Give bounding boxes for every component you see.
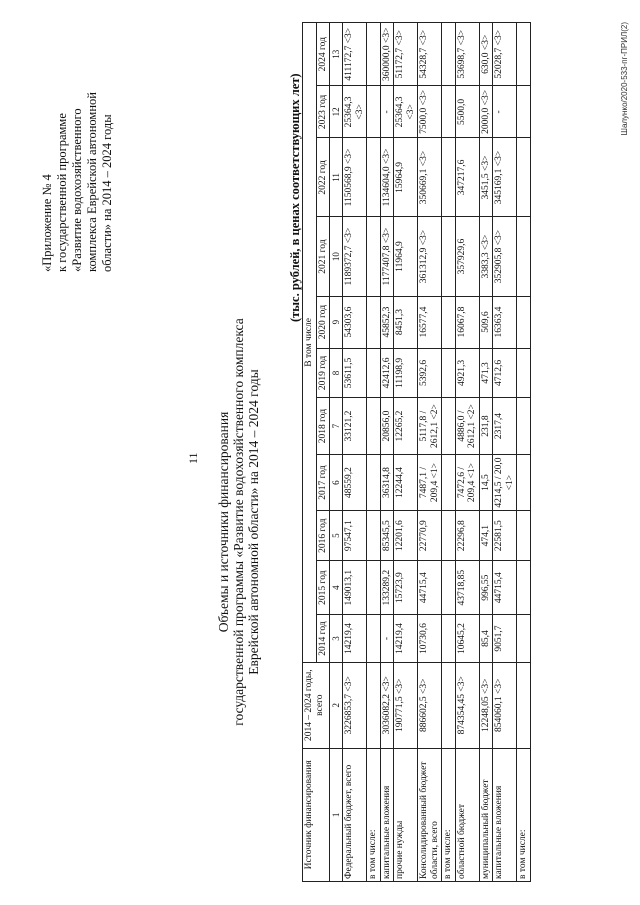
table-cell: 361312,9 <3> — [418, 217, 442, 296]
table-cell: 4886,0 / 2612,1 <2> — [455, 398, 479, 455]
table-cell — [442, 296, 456, 348]
table-cell: 5500,0 — [455, 86, 479, 138]
table-cell: 3383,3 <3> — [479, 217, 493, 296]
header-year: 2018 год — [316, 398, 330, 455]
table-cell — [367, 398, 381, 455]
table-cell: 14219,4 — [343, 615, 367, 662]
table-cell — [517, 398, 531, 455]
table-cell — [517, 511, 531, 561]
table-cell: 5117,8 / 2612,1 <2> — [418, 398, 442, 455]
table-cell: 22770,9 — [418, 511, 442, 561]
table-cell: 2000,0 <3> — [479, 86, 493, 138]
table-cell — [367, 217, 381, 296]
table-row — [493, 23, 517, 882]
row-label: Консолидированный бюджет области, всего — [418, 748, 442, 881]
table-cell: 44715,4 — [493, 561, 517, 615]
table-cell: 22296,8 — [455, 511, 479, 561]
table-cell: 44715,4 — [418, 561, 442, 615]
appendix-line-4: комплекса Еврейской автономной — [85, 92, 99, 272]
table-cell — [367, 615, 381, 662]
appendix-line-1: «Приложение № 4 — [40, 174, 54, 272]
column-number: 1 — [330, 748, 343, 881]
table-cell: 360000,0 <3> — [380, 23, 394, 86]
header-year: 2016 год — [316, 511, 330, 561]
table-cell — [517, 454, 531, 511]
column-number: 8 — [330, 348, 343, 398]
table-row — [455, 23, 479, 882]
table-cell: 149013,1 — [343, 561, 367, 615]
table-cell — [442, 217, 456, 296]
row-label: прочие нужды — [394, 748, 418, 881]
appendix-block — [40, 42, 115, 272]
table-row — [380, 23, 394, 882]
header-source: Источник финансирования — [303, 748, 330, 881]
table-cell — [517, 615, 531, 662]
table-cell: 11964,9 — [394, 217, 418, 296]
table-cell: 1134604,0 <3> — [380, 138, 394, 217]
row-label: в том числе: — [367, 748, 381, 881]
table-cell — [442, 561, 456, 615]
column-number: 3 — [330, 615, 343, 662]
table-cell: 7487,1 / 209,4 <1> — [418, 454, 442, 511]
table-cell: 12201,6 — [394, 511, 418, 561]
table-cell: 53698,7 <3> — [455, 23, 479, 86]
table-body — [343, 23, 531, 882]
table-cell: 15964,9 — [394, 138, 418, 217]
header-year: 2022 год — [316, 138, 330, 217]
table-cell: 471,3 — [479, 348, 493, 398]
table-cell — [517, 348, 531, 398]
table-row — [418, 23, 442, 882]
appendix-line-5: области» на 2014 – 2024 годы — [100, 114, 114, 272]
table-cell — [517, 23, 531, 86]
table-cell: 4712,6 — [493, 348, 517, 398]
financing-table — [302, 22, 531, 882]
column-number: 6 — [330, 454, 343, 511]
table-cell: 16577,4 — [418, 296, 442, 348]
table-cell: 7472,6 / 209,4 <1> — [455, 454, 479, 511]
table-cell: 14,5 — [479, 454, 493, 511]
appendix-line-2: к государственной программе — [55, 113, 69, 272]
document-code: Шалунко/2020-533-пг-ПРИЛ(2) — [620, 22, 629, 136]
table-cell: 25364,3 <3> — [394, 86, 418, 138]
table-cell — [442, 23, 456, 86]
table-cell: 133289,2 — [380, 561, 394, 615]
header-year: 2014 год — [316, 615, 330, 662]
table-cell: 51172,7 <3> — [394, 23, 418, 86]
row-label: в том числе: — [517, 748, 531, 881]
page-number: 11 — [186, 452, 200, 464]
table-cell: 2317,4 — [493, 398, 517, 455]
table-cell: 43718,85 — [455, 561, 479, 615]
table-cell: 16363,4 — [493, 296, 517, 348]
table-cell: 54328,7 <3> — [418, 23, 442, 86]
row-label: муниципальный бюджет — [479, 748, 493, 881]
header-year: 2019 год — [316, 348, 330, 398]
header-year: 2024 год — [316, 23, 330, 86]
column-number: 5 — [330, 511, 343, 561]
table-cell — [517, 561, 531, 615]
table-cell — [442, 138, 456, 217]
table-cell: 3036082,2 <3> — [380, 662, 394, 748]
table-cell: 85,4 — [479, 615, 493, 662]
header-year: 2023 год — [316, 86, 330, 138]
table-cell: 16067,8 — [455, 296, 479, 348]
table-cell — [517, 217, 531, 296]
header-year: 2017 год — [316, 454, 330, 511]
table-cell: 630,0 <3> — [479, 23, 493, 86]
table-cell: 42412,6 — [380, 348, 394, 398]
table-cell: 3226853,7 <3> — [343, 662, 367, 748]
table-cell: 54303,6 — [343, 296, 367, 348]
table-cell — [367, 662, 381, 748]
table-cell: 474,1 — [479, 511, 493, 561]
table-cell: 231,8 — [479, 398, 493, 455]
title-line-3: Еврейской автономной области» на 2014 – 2024 годы — [246, 369, 261, 675]
title-line-2: государственной программы «Развитие водохозяйственного комплекса — [231, 318, 246, 726]
header-year: 2021 год — [316, 217, 330, 296]
table-cell — [442, 454, 456, 511]
table-cell: - — [493, 86, 517, 138]
header-year: 2020 год — [316, 296, 330, 348]
table-cell: 22581,5 — [493, 511, 517, 561]
table-cell: 14219,4 — [394, 615, 418, 662]
table-cell: 48559,2 — [343, 454, 367, 511]
table-cell: 5392,6 — [418, 348, 442, 398]
header-total: 2014 – 2024 годы, всего — [303, 662, 330, 748]
table-cell: 190771,5 <3> — [394, 662, 418, 748]
row-label: областной бюджет — [455, 748, 479, 881]
table-cell — [367, 138, 381, 217]
table-cell: - — [380, 615, 394, 662]
column-number: 2 — [330, 662, 343, 748]
table-row — [343, 23, 367, 882]
table-cell — [367, 454, 381, 511]
table-cell: 52028,7 <3> — [493, 23, 517, 86]
table-cell: 45852,3 — [380, 296, 394, 348]
row-label: Федеральный бюджет, всего — [343, 748, 367, 881]
table-row — [394, 23, 418, 882]
table-cell: 53611,5 — [343, 348, 367, 398]
table-cell: 25364,3 <3> — [343, 86, 367, 138]
table-cell: 1177407,8 <3> — [380, 217, 394, 296]
table-cell — [442, 662, 456, 748]
table-cell: 345169,1 <3> — [493, 138, 517, 217]
table-cell — [517, 296, 531, 348]
table-cell: 352905,8 <3> — [493, 217, 517, 296]
column-number: 4 — [330, 561, 343, 615]
table-cell — [367, 348, 381, 398]
table-cell — [367, 23, 381, 86]
column-number: 13 — [330, 23, 343, 86]
document-title — [216, 222, 261, 822]
column-number: 9 — [330, 296, 343, 348]
table-row — [442, 23, 456, 882]
column-number: 12 — [330, 86, 343, 138]
table-cell: 10645,2 — [455, 615, 479, 662]
table-cell — [367, 296, 381, 348]
table-row — [367, 23, 381, 882]
table-cell — [367, 561, 381, 615]
table-cell: - — [380, 86, 394, 138]
table-cell: 411172,7 <3> — [343, 23, 367, 86]
table-cell: 20856,0 — [380, 398, 394, 455]
table-cell: 10730,6 — [418, 615, 442, 662]
table-cell: 85345,5 — [380, 511, 394, 561]
row-label: в том числе: — [442, 748, 456, 881]
table-cell: 12244,4 — [394, 454, 418, 511]
table-row — [517, 23, 531, 882]
table-cell: 3451,5 <3> — [479, 138, 493, 217]
table-row — [479, 23, 493, 882]
row-label: капитальные вложения — [380, 748, 394, 881]
table-cell: 4921,3 — [455, 348, 479, 398]
table-cell: 12248,05 <3> — [479, 662, 493, 748]
table-cell: 4214,5 / 20,0 <1> — [493, 454, 517, 511]
table-cell: 350669,1 <3> — [418, 138, 442, 217]
table-cell — [442, 615, 456, 662]
table-cell — [517, 86, 531, 138]
table-cell: 854060,1 <3> — [493, 662, 517, 748]
table-cell: 1150568,9 <3> — [343, 138, 367, 217]
table-cell: 8451,3 — [394, 296, 418, 348]
column-number: 10 — [330, 217, 343, 296]
header-row-numbers — [330, 23, 343, 882]
column-number: 7 — [330, 398, 343, 455]
table-cell: 9051,7 — [493, 615, 517, 662]
table-cell: 36314,8 — [380, 454, 394, 511]
table-cell: 509,6 — [479, 296, 493, 348]
header-year: 2015 год — [316, 561, 330, 615]
table-cell: 996,55 — [479, 561, 493, 615]
table-cell — [442, 511, 456, 561]
table-cell: 7500,0 <3> — [418, 86, 442, 138]
title-line-1: Объемы и источники финансирования — [216, 411, 231, 633]
table-cell — [442, 86, 456, 138]
table-cell — [442, 398, 456, 455]
table-cell: 1189372,7 <3> — [343, 217, 367, 296]
table-cell: 12265,2 — [394, 398, 418, 455]
table-cell — [367, 86, 381, 138]
table-cell: 97547,1 — [343, 511, 367, 561]
rotated-page — [20, 22, 629, 882]
table-cell: 15723,9 — [394, 561, 418, 615]
header-row-1 — [303, 23, 317, 882]
table-cell: 347217,6 — [455, 138, 479, 217]
column-number: 11 — [330, 138, 343, 217]
table-cell: 874354,45 <3> — [455, 662, 479, 748]
units-note: (тыс. рублей, в ценах соответствующих лет) — [288, 73, 302, 322]
appendix-line-3: «Развитие водохозяйственного — [70, 108, 84, 272]
table-cell: 11198,9 — [394, 348, 418, 398]
table-cell — [517, 662, 531, 748]
table-cell — [442, 348, 456, 398]
table-cell — [367, 511, 381, 561]
row-label: капитальные вложения — [493, 748, 517, 881]
table-cell — [517, 138, 531, 217]
table-cell: 357929,6 — [455, 217, 479, 296]
header-in-that: В том числе — [303, 23, 317, 663]
table-cell: 886602,5 <3> — [418, 662, 442, 748]
table-cell: 33121,2 — [343, 398, 367, 455]
